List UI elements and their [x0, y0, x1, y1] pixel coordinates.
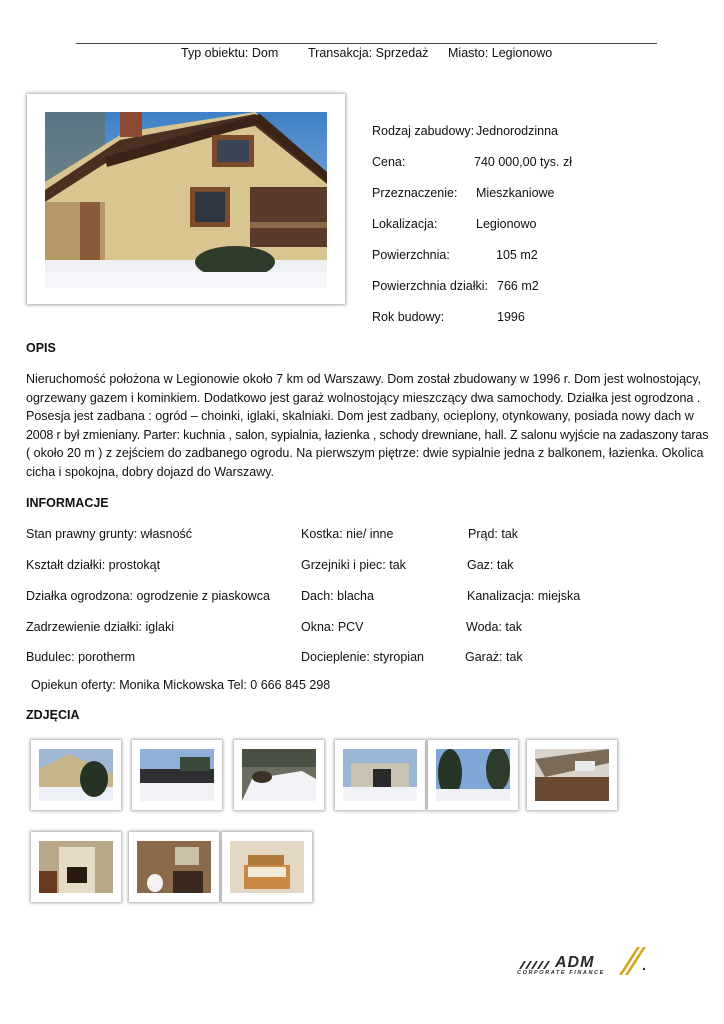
info-cell: Grzejniki i piec: tak [301, 558, 406, 572]
thumbnail-image [140, 749, 214, 801]
spec-label: Rodzaj zabudowy: [372, 124, 475, 138]
gallery-thumbnail[interactable] [31, 832, 121, 902]
info-cell: Prąd: tak [468, 527, 519, 541]
city: Miasto: Legionowo [448, 46, 553, 60]
description-line: cicha i spokojna, dobry dojazd do Warszawy. [26, 464, 275, 479]
gallery-thumbnail[interactable] [31, 740, 121, 810]
info-cell: Garaż: tak [465, 650, 523, 664]
description-line: 2008 r był zmieniany. Parter: kuchnia , salon, sypialnia, łazienka , schody drewniane, hall. Z salonu wyjście na zadaszony taras [26, 427, 709, 442]
description-line: ( około 20 m ) z zejściem do zadbanego ogrodu. Na pierwszym piętrze: dwie sypialnie jedna z balkonem, łazienka. Okolica [26, 446, 704, 460]
gallery-thumbnail[interactable] [428, 740, 518, 810]
info-cell: Kostka: nie/ inne [301, 527, 394, 541]
gallery-thumbnail[interactable] [234, 740, 324, 810]
spec-label: Lokalizacja: [372, 217, 438, 231]
opis-heading: OPIS [26, 341, 56, 355]
logo-brand: ADM [555, 954, 595, 971]
thumbnail-image [535, 749, 609, 801]
info-cell: Okna: PCV [301, 620, 364, 634]
info-cell: Stan prawny grunty: własność [26, 527, 193, 541]
gallery-thumbnail[interactable] [222, 832, 312, 902]
spec-label: Przeznaczenie: [372, 186, 458, 200]
thumbnail-image [242, 749, 316, 801]
spec-label: Powierzchnia: [372, 248, 450, 262]
info-cell: Gaz: tak [467, 558, 514, 572]
description-line: Nieruchomość położona w Legionowie około 7 km od Warszawy. Dom został zbudowany w 1996 r. Dom jest wolnostojący, [26, 372, 702, 386]
info-cell: Budulec: porotherm [26, 650, 136, 664]
gallery-thumbnail[interactable] [335, 740, 425, 810]
gallery-thumbnail[interactable] [527, 740, 617, 810]
spec-value: Mieszkaniowe [476, 186, 555, 200]
informacje-heading: INFORMACJE [26, 496, 109, 510]
house-photo-image [45, 112, 327, 288]
spec-label: Rok budowy: [372, 310, 445, 324]
transaction-type: Transakcja: Sprzedaż [308, 46, 429, 60]
spec-value: 1996 [497, 310, 525, 324]
object-type: Typ obiektu: Dom [181, 46, 279, 60]
main-photo [27, 94, 345, 304]
spec-value: 740 000,00 tys. zł [474, 155, 572, 169]
spec-value: 105 m2 [496, 248, 538, 262]
spec-label: Powierzchnia działki: [372, 279, 489, 293]
gallery-thumbnail[interactable] [129, 832, 219, 902]
spec-value: Jednorodzinna [476, 124, 559, 138]
spec-label: Cena: [372, 155, 406, 169]
thumbnail-image [343, 749, 417, 801]
spec-value: Legionowo [476, 217, 537, 231]
spec-value: 766 m2 [497, 279, 539, 293]
info-cell: Kanalizacja: miejska [467, 589, 581, 603]
thumbnail-image [230, 841, 304, 893]
info-cell: Kształt działki: prostokąt [26, 558, 161, 572]
thumbnail-image [39, 841, 113, 893]
contact-info: Opiekun oferty: Monika Mickowska Tel: 0 666 845 298 [31, 678, 331, 692]
info-cell: Dach: blacha [301, 589, 374, 603]
info-cell: Woda: tak [466, 620, 523, 634]
info-cell: Działka ogrodzona: ogrodzenie z piaskowca [26, 589, 270, 603]
description-line: Posesja jest zadbana : ogród – choinki, iglaki, skalniaki. Dom jest zadbany, ocieplony, otynkowany, posiada nowy dach w [26, 409, 694, 423]
header-rule [76, 43, 657, 44]
info-cell: Zadrzewienie działki: iglaki [26, 620, 174, 634]
description-line: ogrzewany gazem i kominkiem. Dodatkowo jest garaż wolnostojący mieszczący dwa samochody. Działka jest ogrodzona . [26, 390, 701, 405]
adm-logo [515, 943, 655, 979]
gallery-thumbnail[interactable] [132, 740, 222, 810]
info-cell: Docieplenie: styropian [301, 650, 424, 664]
description [26, 370, 711, 481]
thumbnail-image [39, 749, 113, 801]
logo-tagline: CORPORATE FINANCE [517, 970, 605, 976]
thumbnail-image [137, 841, 211, 893]
thumbnail-image [436, 749, 510, 801]
zdjecia-heading: ZDJĘCIA [26, 708, 80, 722]
